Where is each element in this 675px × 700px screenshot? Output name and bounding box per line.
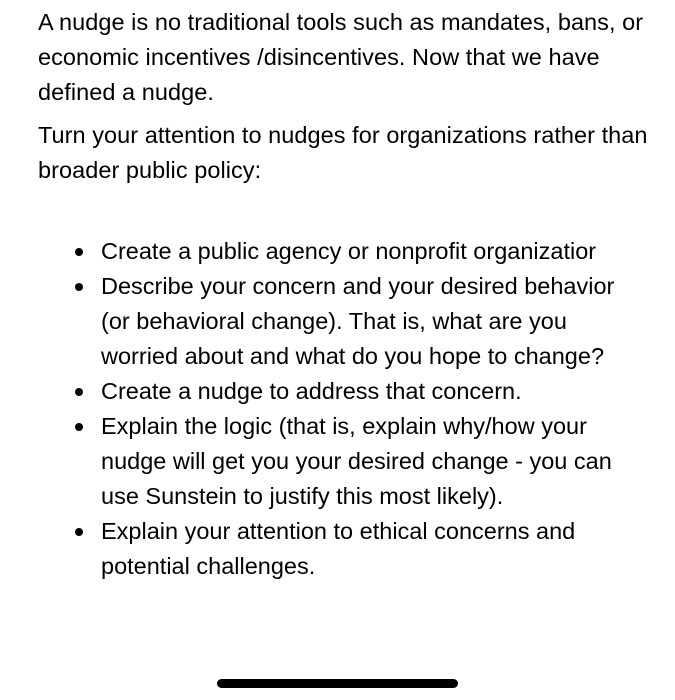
task-bullet-list — [38, 234, 648, 584]
bullet-icon — [75, 388, 83, 396]
intro-paragraph: A nudge is no traditional tools such as mandates, bans, or economic incentives /disincentives. Now that we have defined a nudge. — [38, 9, 644, 105]
bullet-icon — [75, 528, 83, 536]
list-item — [38, 374, 648, 409]
list-item-text: Create a nudge to address that concern. — [101, 378, 522, 404]
list-item — [38, 269, 648, 374]
list-item — [38, 409, 648, 514]
bullet-icon — [75, 248, 83, 256]
bullet-icon — [75, 283, 83, 291]
list-item-text: Create a public agency or nonprofit organizatior — [101, 238, 597, 264]
note-content — [38, 5, 648, 584]
home-indicator[interactable] — [217, 679, 458, 688]
list-item-text: Describe your concern and your desired behavior (or behavioral change). That is, what are you worried about and what do you hope to change? — [101, 273, 615, 369]
bullet-icon — [75, 423, 83, 431]
instruction-paragraph: Turn your attention to nudges for organizations rather than broader public policy: — [38, 122, 648, 183]
list-item — [38, 234, 648, 269]
list-item-text: Explain the logic (that is, explain why/how your nudge will get you your desired change - you can use Sunstein to justify this most likely). — [101, 413, 612, 509]
list-item-text: Explain your attention to ethical concerns and potential challenges. — [101, 518, 576, 579]
list-item — [38, 514, 648, 584]
